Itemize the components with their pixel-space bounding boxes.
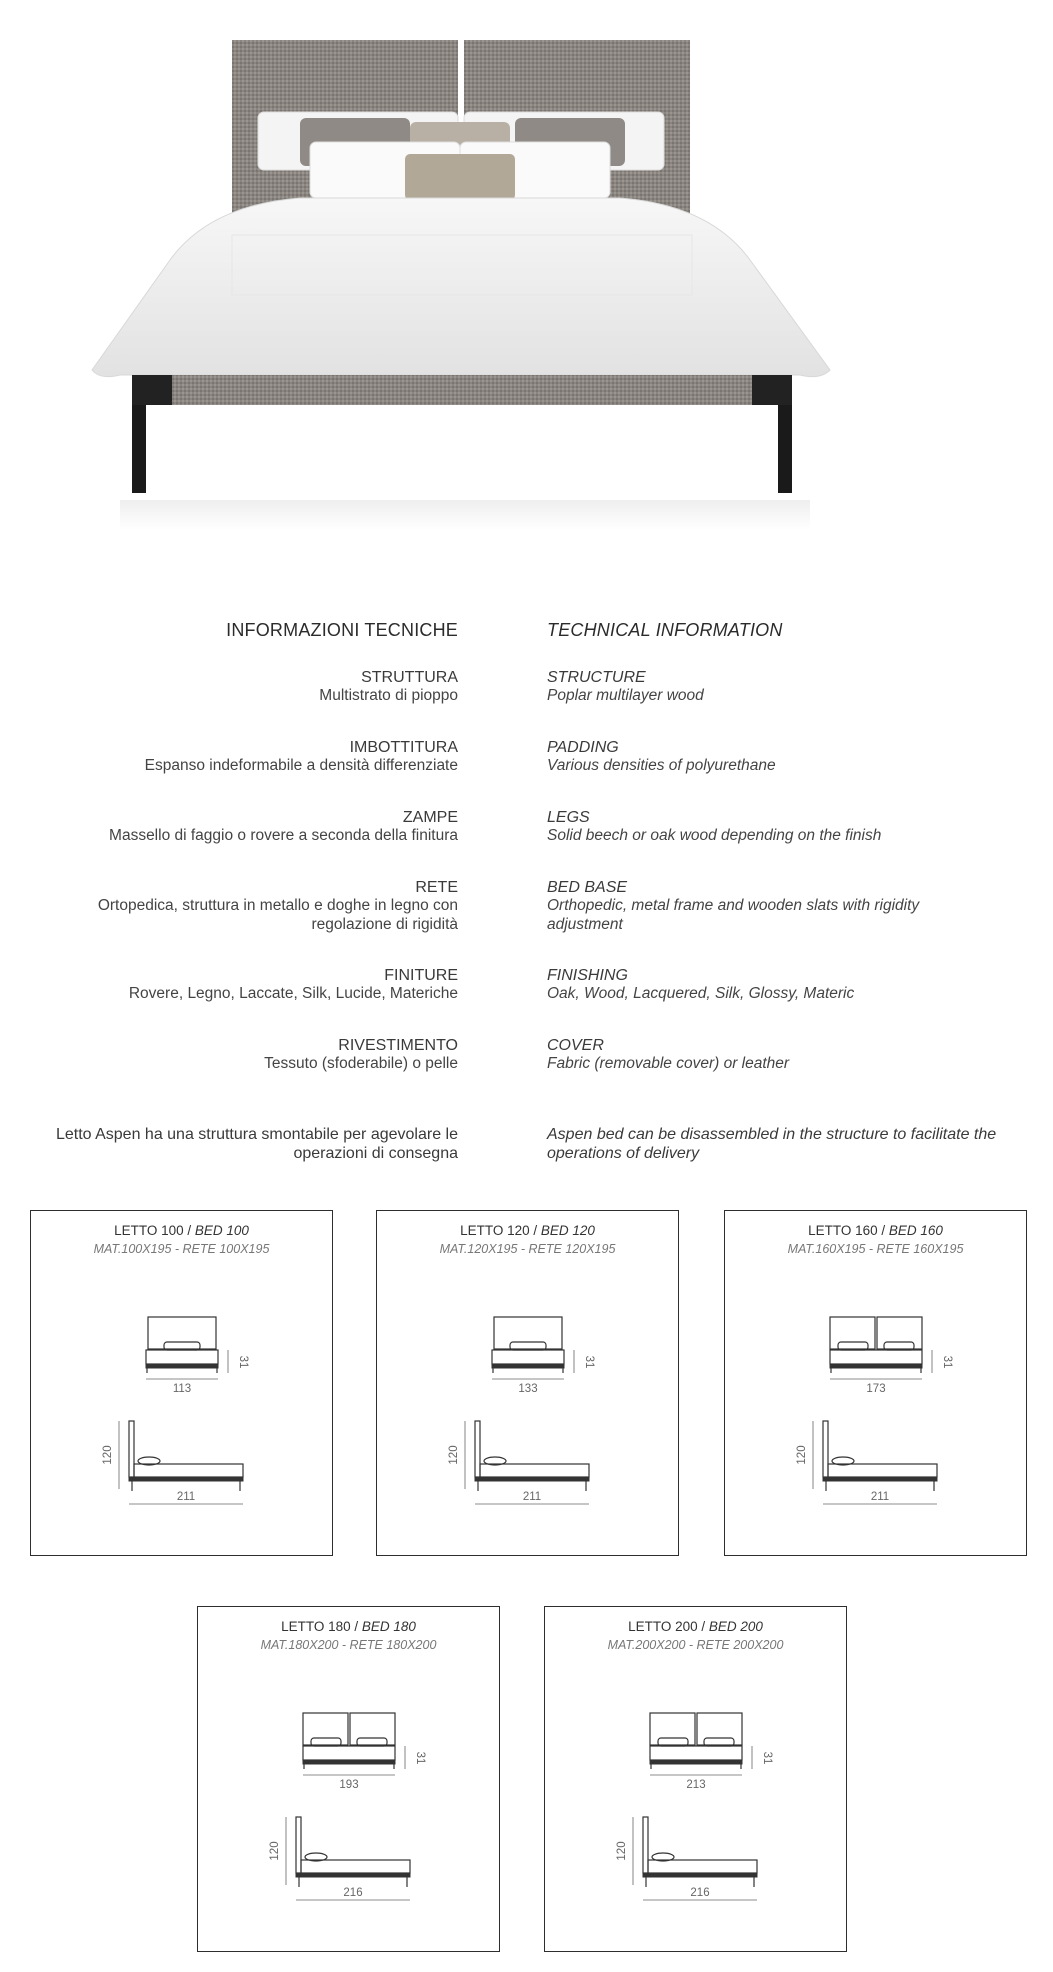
head-height-label: 120: [102, 1445, 114, 1465]
spec-value: Poplar multilayer wood: [547, 687, 704, 704]
spec-cover-it: [18, 1036, 458, 1074]
spec-label: COVER: [547, 1037, 604, 1054]
side-base: [475, 1477, 589, 1481]
height-label: 31: [414, 1751, 426, 1765]
bed-base: [303, 1760, 395, 1764]
spec-base-it: [48, 878, 458, 934]
length-label: 211: [522, 1491, 542, 1503]
spec-label: FINISHING: [547, 967, 628, 984]
bed-dimension-drawing: [377, 1211, 680, 1557]
width-label: 133: [518, 1383, 538, 1395]
mattress: [303, 1746, 395, 1760]
spec-value: Oak, Wood, Lacquered, Silk, Glossy, Materic: [547, 985, 855, 1002]
bed-dimension-drawing: [31, 1211, 334, 1557]
note-en: Aspen bed can be disassembled in the structure to facilitate the operations of delivery: [547, 1126, 997, 1162]
bed-product-image: [60, 30, 850, 530]
spec-finishing-en: [547, 966, 987, 1004]
tech-title-it: INFORMAZIONI TECNICHE: [226, 620, 458, 640]
card-title-en: BED 200: [708, 1619, 763, 1634]
mattress: [492, 1350, 564, 1364]
spec-label: LEGS: [547, 809, 590, 826]
spec-label: FINITURE: [384, 967, 458, 984]
card-title-en: BED 180: [361, 1619, 416, 1634]
side-mattress: [134, 1464, 243, 1477]
headboard-panel: [148, 1317, 216, 1349]
spec-label: IMBOTTITURA: [349, 739, 458, 756]
spec-cover-en: [547, 1036, 987, 1074]
card-mattress: MAT.100X195 - RETE 100X195: [93, 1242, 270, 1256]
side-mattress: [480, 1464, 589, 1477]
width-label: 213: [686, 1779, 706, 1791]
side-mattress: [648, 1860, 757, 1873]
side-mattress: [301, 1860, 410, 1873]
spec-value: Tessuto (sfoderabile) o pelle: [264, 1055, 458, 1072]
side-headboard: [475, 1421, 480, 1477]
width-label: 173: [866, 1383, 886, 1395]
side-headboard: [643, 1817, 648, 1873]
head-height-label: 120: [796, 1445, 808, 1465]
card-mattress: MAT.160X195 - RETE 160X195: [787, 1242, 964, 1256]
spec-label: PADDING: [547, 739, 619, 756]
card-title-en: BED 100: [194, 1223, 249, 1238]
side-base: [129, 1477, 243, 1481]
height-label: 31: [761, 1751, 773, 1765]
spec-value: Espanso indeformabile a densità differenziate: [144, 757, 458, 774]
card-title-it: LETTO 200 /: [628, 1619, 709, 1634]
bed-dimension-drawing: [198, 1607, 501, 1953]
spec-legs-it: [18, 808, 458, 846]
height-label: 31: [583, 1355, 595, 1369]
mattress: [830, 1350, 922, 1364]
spec-padding-en: [547, 738, 987, 776]
size-card-160: [724, 1210, 1027, 1556]
width-label: 113: [172, 1383, 192, 1395]
card-title-en: BED 160: [888, 1223, 943, 1238]
spec-base-en: [547, 878, 987, 934]
size-card-180: [197, 1606, 500, 1952]
width-label: 193: [339, 1779, 359, 1791]
bed-base: [146, 1364, 218, 1368]
bed-base: [830, 1364, 922, 1368]
spec-label: RETE: [415, 879, 458, 896]
tech-title-en: TECHNICAL INFORMATION: [547, 620, 783, 640]
bed-base: [650, 1760, 742, 1764]
size-card-200: [544, 1606, 847, 1952]
card-title-it: LETTO 100 /: [114, 1223, 195, 1238]
spec-structure-it: [18, 668, 458, 706]
spec-value: Orthopedic, metal frame and wooden slats with rigidity adjustment: [547, 897, 920, 933]
side-base: [643, 1873, 757, 1877]
spec-value: Fabric (removable cover) or leather: [547, 1055, 790, 1072]
length-label: 216: [690, 1887, 710, 1899]
bed-base: [492, 1364, 564, 1368]
side-headboard: [296, 1817, 301, 1873]
spec-label: STRUTTURA: [361, 669, 458, 686]
card-mattress: MAT.120X195 - RETE 120X195: [439, 1242, 616, 1256]
size-card-100: [30, 1210, 333, 1556]
head-height-label: 120: [448, 1445, 460, 1465]
spec-padding-it: [18, 738, 458, 776]
height-label: 31: [237, 1355, 249, 1369]
spec-label: BED BASE: [547, 879, 628, 896]
spec-value: Multistrato di pioppo: [319, 687, 458, 704]
spec-label: STRUCTURE: [547, 669, 646, 686]
spec-value: Massello di faggio o rovere a seconda della finitura: [109, 827, 458, 844]
bed-dimension-drawing: [725, 1211, 1028, 1557]
side-base: [823, 1477, 937, 1481]
mattress: [650, 1746, 742, 1760]
length-label: 216: [343, 1887, 363, 1899]
spec-legs-en: [547, 808, 987, 846]
length-label: 211: [870, 1491, 890, 1503]
card-title-en: BED 120: [540, 1223, 595, 1238]
height-label: 31: [941, 1355, 953, 1369]
card-title-it: LETTO 180 /: [281, 1619, 362, 1634]
headboard-panel: [494, 1317, 562, 1349]
side-headboard: [129, 1421, 134, 1477]
head-height-label: 120: [616, 1841, 628, 1861]
spec-label: RIVESTIMENTO: [338, 1037, 458, 1054]
spec-value: Various densities of polyurethane: [547, 757, 776, 774]
card-mattress: MAT.180X200 - RETE 180X200: [260, 1638, 437, 1652]
bed-dimension-drawing: [545, 1607, 848, 1953]
card-title-it: LETTO 120 /: [460, 1223, 541, 1238]
spec-finishing-it: [18, 966, 458, 1004]
spec-value: Solid beech or oak wood depending on the finish: [547, 827, 882, 844]
length-label: 211: [176, 1491, 196, 1503]
spec-structure-en: [547, 668, 987, 706]
card-title-it: LETTO 160 /: [808, 1223, 889, 1238]
note-it: Letto Aspen ha una struttura smontabile per agevolare le operazioni di consegna: [55, 1126, 458, 1162]
side-mattress: [828, 1464, 937, 1477]
card-mattress: MAT.200X200 - RETE 200X200: [607, 1638, 784, 1652]
head-height-label: 120: [269, 1841, 281, 1861]
spec-value: Rovere, Legno, Laccate, Silk, Lucide, Materiche: [128, 985, 458, 1002]
side-base: [296, 1873, 410, 1877]
spec-label: ZAMPE: [402, 809, 458, 826]
size-card-120: [376, 1210, 679, 1556]
spec-value: Ortopedica, struttura in metallo e doghe in legno con regolazione di rigidità: [97, 897, 458, 933]
side-headboard: [823, 1421, 828, 1477]
mattress: [146, 1350, 218, 1364]
